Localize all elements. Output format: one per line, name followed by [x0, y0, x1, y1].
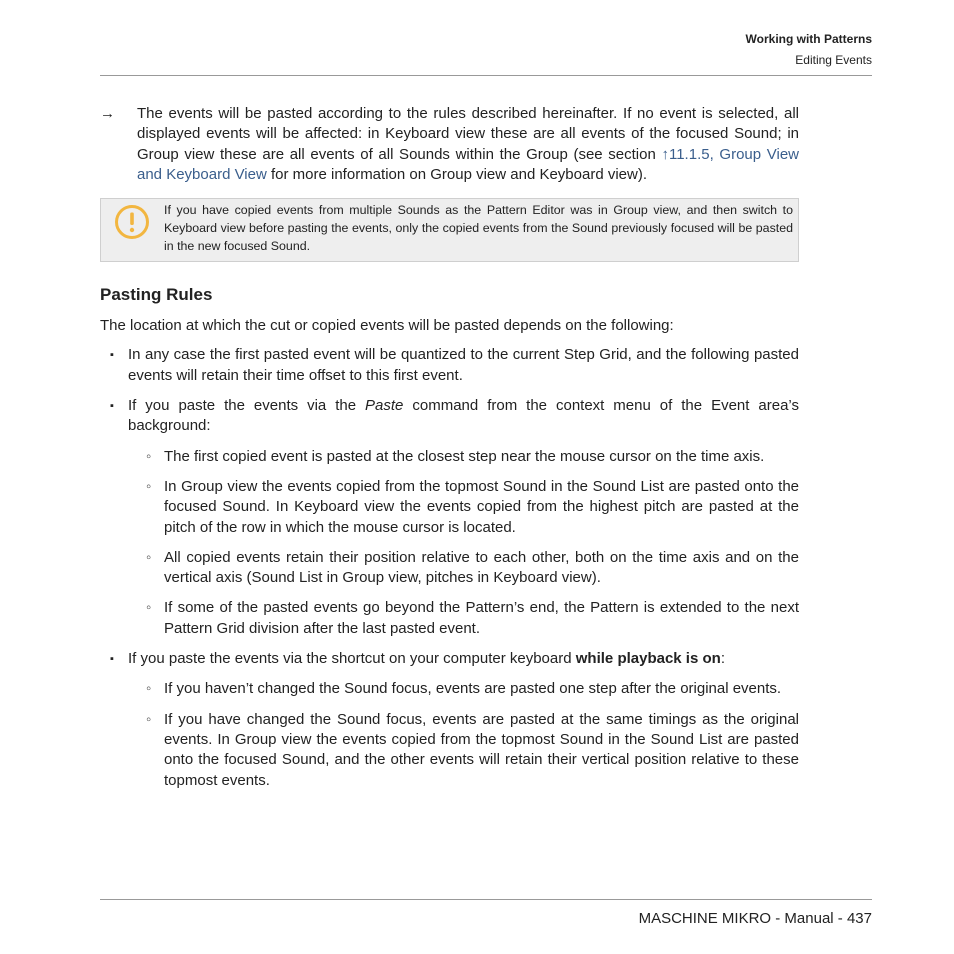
- rules-list: [100, 345, 799, 790]
- sub-item-text: If you have changed the Sound focus, events are pasted at the same timings as the original events. In Group view the events copied from the topmost Sound in the Sound List are pasted onto the focused Sound, and the other events will retain their vertical position relative to these topmost events.: [164, 710, 799, 789]
- note-text: If you have copied events from multiple Sounds as the Pattern Editor was in Group view, and then switch to Keyboard view before pasting the events, only the copied events from the Sound previously focused will be pasted in the new focused Sound.: [164, 203, 793, 254]
- page-footer: MASCHINE MIKRO - Manual - 437: [638, 910, 872, 927]
- note-box: [100, 198, 799, 262]
- bullet-text: If you paste the events via the shortcut on your computer keyboard: [128, 650, 576, 668]
- command-name: Paste: [365, 397, 404, 415]
- warning-icon: [114, 204, 150, 240]
- sub-list: [128, 447, 799, 639]
- sub-list-item: [128, 477, 799, 538]
- arrow-icon: →: [100, 105, 115, 122]
- circle-bullet-icon: ◦: [146, 680, 152, 698]
- bullet-text-after: :: [720, 650, 725, 668]
- sub-list-item: [128, 679, 799, 699]
- cross-reference-link[interactable]: ↑11.1.5, Group View and Keyboard View: [137, 145, 799, 183]
- bullet-text: In any case the first pasted event will be quantized to the current Step Grid, and the following pasted events will retain their time offset to this first event.: [128, 346, 799, 384]
- sub-list-item: [128, 598, 799, 639]
- main-content: [100, 104, 799, 801]
- circle-bullet-icon: ◦: [146, 477, 152, 495]
- list-item: [100, 396, 799, 639]
- intro-text-after: for more information on Group view and Keyboard view).: [266, 165, 648, 183]
- circle-bullet-icon: ◦: [146, 599, 152, 617]
- header-rule: [100, 75, 872, 76]
- chapter-title: Working with Patterns: [745, 32, 872, 46]
- list-item: [100, 649, 799, 791]
- circle-bullet-icon: ◦: [146, 548, 152, 566]
- bullet-icon: ▪: [110, 349, 114, 362]
- bullet-icon: ▪: [110, 653, 114, 666]
- circle-bullet-icon: ◦: [146, 710, 152, 728]
- section-heading: Pasting Rules: [100, 285, 213, 305]
- sub-item-text: If you haven’t changed the Sound focus, events are pasted one step after the original events.: [164, 680, 782, 698]
- sub-item-text: In Group view the events copied from the topmost Sound in the Sound List are pasted onto the focused Sound. In Keyboard view the events copied from the highest pitch are pasted at the pitch of the row in which the mouse cursor is located.: [164, 477, 799, 536]
- circle-bullet-icon: ◦: [146, 447, 152, 465]
- list-item: [100, 345, 799, 386]
- sub-item-text: All copied events retain their position relative to each other, both on the time axis and on the vertical axis (Sound List in Group view, pitches in Keyboard view).: [164, 548, 799, 587]
- intro-text: The events will be pasted according to the rules described hereinafter. If no event is selected, all displayed events will be affected: in Keyboard view these are all events of the focused Sound; in Group view these are all events of all Sounds within the Group (see section: [137, 105, 799, 163]
- section-title: Editing Events: [795, 53, 872, 67]
- sub-list-item: [128, 710, 799, 791]
- section-intro: The location at which the cut or copied events will be pasted depends on the following:: [100, 317, 674, 335]
- footer-rule: [100, 899, 872, 900]
- sub-item-text: The first copied event is pasted at the closest step near the mouse cursor on the time axis.: [164, 447, 765, 465]
- bullet-icon: ▪: [110, 400, 114, 413]
- sub-list-item: [128, 447, 799, 467]
- sub-list-item: [128, 548, 799, 589]
- emphasis-text: while playback is on: [575, 650, 721, 668]
- intro-paragraph: [100, 104, 799, 185]
- bullet-text-after: command from the context menu of the Event area’s background:: [128, 397, 799, 435]
- running-header: [100, 30, 872, 70]
- sub-item-text: If some of the pasted events go beyond the Pattern’s end, the Pattern is extended to the next Pattern Grid division after the last pasted event.: [164, 599, 799, 637]
- sub-list: [128, 679, 799, 790]
- bullet-text: If you paste the events via the: [128, 397, 366, 415]
